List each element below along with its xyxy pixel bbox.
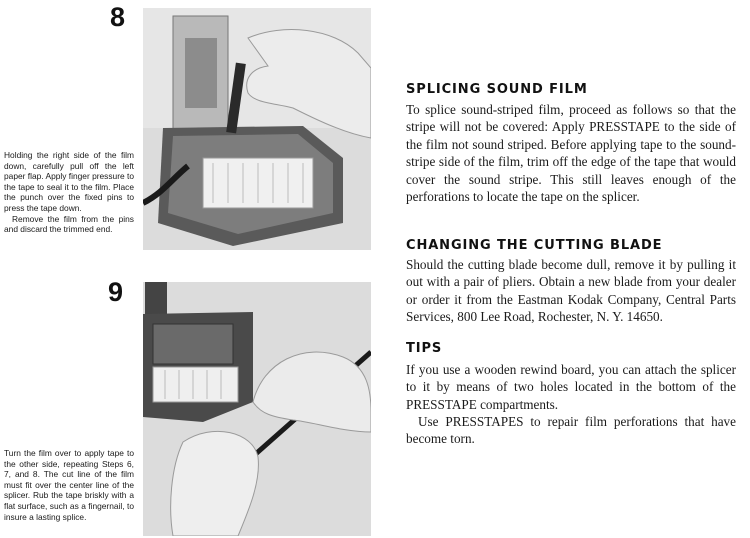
blade-heading: CHANGING THE CUTTING BLADE xyxy=(406,238,663,253)
tips-paragraph: Use PRESSTAPES to repair film perforations that have become torn. xyxy=(406,414,736,447)
tips-heading: TIPS xyxy=(406,341,443,356)
step-8-caption-paragraph: Holding the right side of the film down, carefully pull off the left paper flap. Apply finger pressure to the tape to seal it to the film. Place the punch over the fixed pins to press the tape down. xyxy=(4,150,134,213)
blade-body: Should the cutting blade become dull, remove it by pulling it out with a pair of pliers. Obtain a new blade from your dealer or order it from the Eastman Kodak Company, Central Parts Services, 800 Lee Road, Rochester, N. Y. 14650. xyxy=(406,257,736,325)
step-9-photo xyxy=(143,282,371,536)
step-9-caption xyxy=(4,448,134,522)
step-8-photo xyxy=(143,8,371,250)
splicing-body: To splice sound-striped film, proceed as follows so that the stripe will not be covered: Apply PRESSTAPE to the side of the film not sound striped. Before applying tape to the sound-stripe side of the film, trim off the edge of the tape that would cover the sound stripe. This still leaves enough of the perforations to locate the tape on the splicer. xyxy=(406,102,736,205)
tips-paragraph: If you use a wooden rewind board, you can attach the splicer to it by means of two holes located in the bottom of the PRESSTAPE compartments. xyxy=(406,362,736,412)
splicing-heading: SPLICING SOUND FILM xyxy=(406,82,588,97)
step-8-caption xyxy=(4,150,134,235)
step-9-number: 9 xyxy=(108,277,124,307)
step-9-caption-paragraph: Turn the film over to apply tape to the other side, repeating Steps 6, 7, and 8. The cut line of the film must fit over the center line of the splicer. Rub the tape briskly with a flat surface, such as a fingernail, to insure a lasting splice. xyxy=(4,448,134,522)
step-8-number: 8 xyxy=(110,2,126,32)
step-8-caption-paragraph: Remove the film from the pins and discard the trimmed end. xyxy=(4,213,134,235)
